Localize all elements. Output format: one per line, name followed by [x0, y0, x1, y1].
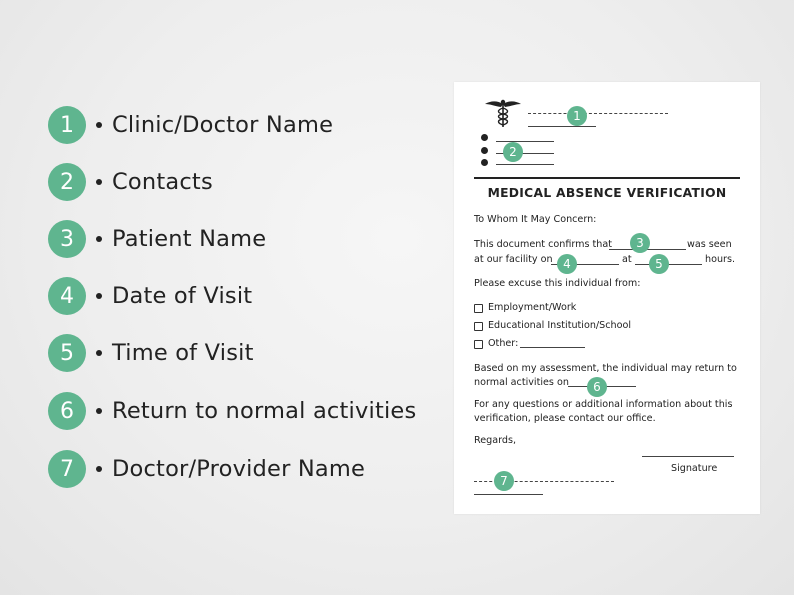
greeting-text: To Whom It May Concern: [474, 214, 597, 225]
legend-label: Contacts [112, 169, 213, 195]
other-field-line[interactable] [520, 347, 585, 348]
field-badge-1: 1 [567, 106, 587, 126]
legend-item-time-of-visit [48, 334, 254, 372]
facility-at-text: at [622, 254, 632, 265]
employment-label: Employment/Work [488, 302, 577, 313]
legend-label: Clinic/Doctor Name [112, 112, 334, 138]
legend-label: Time of Visit [112, 340, 254, 366]
number-badge: 6 [48, 392, 86, 430]
assessment-text-2: normal activities on [474, 377, 569, 388]
number-badge: 5 [48, 334, 86, 372]
provider-name-line-2[interactable] [474, 494, 543, 495]
number-badge: 2 [48, 163, 86, 201]
facility-text: at our facility on [474, 254, 553, 265]
legend-item-clinic-name [48, 106, 333, 144]
legend-item-patient-name [48, 220, 266, 258]
field-badge-6: 6 [587, 377, 607, 397]
field-badge-4: 4 [557, 254, 577, 274]
regards-text: Regards, [474, 435, 517, 446]
phone-field-line[interactable] [496, 141, 554, 142]
legend-item-date-of-visit [48, 277, 252, 315]
number-badge: 1 [48, 106, 86, 144]
clinic-name-line-2[interactable] [528, 126, 596, 127]
bullet-icon [96, 236, 102, 242]
other-checkbox[interactable] [474, 340, 483, 349]
legend-item-provider-name [48, 450, 365, 488]
signature-line[interactable] [642, 456, 734, 457]
signature-label: Signature [671, 463, 718, 474]
legend-label: Patient Name [112, 226, 267, 252]
assessment-text-1: Based on my assessment, the individual may return to [474, 363, 737, 374]
number-badge: 3 [48, 220, 86, 258]
field-badge-2: 2 [503, 142, 523, 162]
location-icon [481, 159, 488, 166]
confirm-text-end: was seen [687, 239, 732, 250]
address-field-line[interactable] [496, 164, 554, 165]
legend-label: Date of Visit [112, 283, 253, 309]
bullet-icon [96, 179, 102, 185]
facility-hours-text: hours. [705, 254, 736, 265]
clinic-name-line[interactable] [528, 113, 668, 114]
field-badge-7: 7 [494, 471, 514, 491]
contact-text-2: verification, please contact our office. [474, 413, 656, 424]
excuse-text: Please excuse this individual from: [474, 278, 641, 289]
bullet-icon [96, 293, 102, 299]
contact-text-1: For any questions or additional information about this [474, 399, 733, 410]
legend-item-contacts [48, 163, 213, 201]
caduceus-icon [484, 98, 522, 128]
bullet-icon [96, 408, 102, 414]
document-title: MEDICAL ABSENCE VERIFICATION [487, 186, 727, 200]
medical-absence-document [454, 82, 760, 514]
field-badge-5: 5 [649, 254, 669, 274]
web-icon [481, 147, 488, 154]
number-badge: 7 [48, 450, 86, 488]
employment-checkbox[interactable] [474, 304, 483, 313]
number-badge: 4 [48, 277, 86, 315]
confirm-text: This document confirms that [474, 239, 613, 250]
education-checkbox[interactable] [474, 322, 483, 331]
legend-label: Doctor/Provider Name [112, 456, 366, 482]
bullet-icon [96, 350, 102, 356]
education-label: Educational Institution/School [488, 320, 631, 331]
field-badge-3: 3 [630, 233, 650, 253]
other-label: Other: [488, 338, 519, 349]
bullet-icon [96, 466, 102, 472]
legend-label: Return to normal activities [112, 398, 417, 424]
bullet-icon [96, 122, 102, 128]
legend-item-return-activities [48, 392, 416, 430]
phone-icon [481, 134, 488, 141]
header-divider [474, 177, 740, 179]
